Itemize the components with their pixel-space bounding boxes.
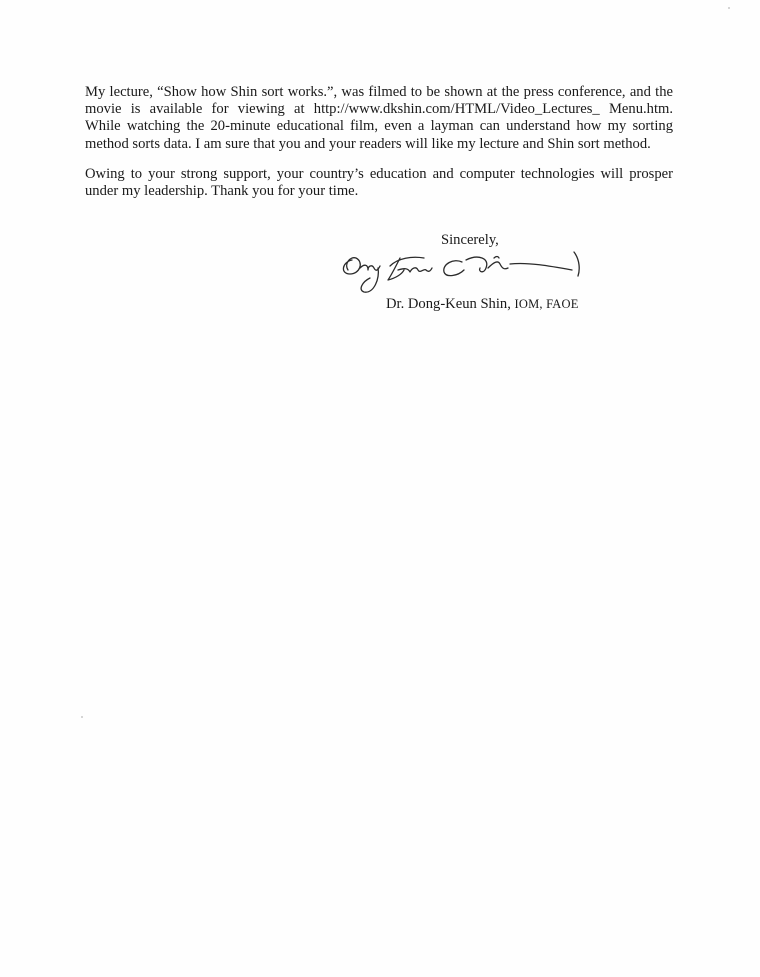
handwritten-signature	[338, 248, 600, 300]
signer-credentials: IOM, FAOE	[514, 297, 579, 311]
scan-speck	[81, 716, 83, 718]
signer-block	[386, 296, 579, 313]
paragraph-lecture: My lecture, “Show how Shin sort works.”, was filmed to be shown at the press conference, and the movie is available for viewing at http://www.dkshin.com/HTML/Video_Lectures_ Menu.htm. While watching the 20-minute educational film, even a layman can understand how my sorting method sorts data. I am sure that you and your readers will like my lecture and Shin sort method.	[85, 84, 673, 152]
closing-salutation: Sincerely,	[441, 232, 499, 248]
paragraph-support: Owing to your strong support, your country’s education and computer technologies will prosper under my leadership. Thank you for your time.	[85, 165, 673, 200]
signer-name: Dr. Dong-Keun Shin,	[386, 296, 511, 312]
letter-body	[85, 84, 673, 213]
scan-speck	[728, 7, 730, 9]
